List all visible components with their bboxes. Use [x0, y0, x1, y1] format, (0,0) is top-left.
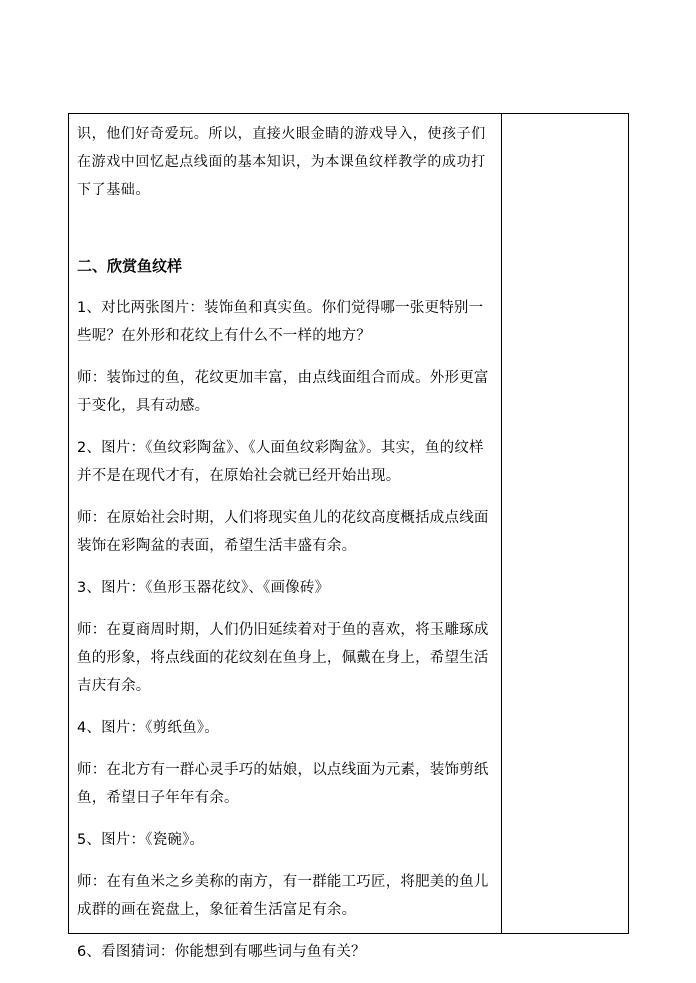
- paragraph-8: 师：在北方有一群心灵手巧的姑娘，以点线面为元素，装饰剪纸鱼，希望日子年年有余。: [77, 762, 489, 806]
- paragraph-9: 5、图片：《瓷碗》。: [77, 832, 205, 848]
- paragraph-11: 6、看图猜词：你能想到有哪些词与鱼有关？: [77, 944, 366, 960]
- paragraph-4: 师：在原始社会时期，人们将现实鱼儿的花纹高度概括成点线面装饰在彩陶盆的表面，希望生活丰盛有余。: [77, 510, 489, 554]
- paragraph-5: 3、图片：《鱼形玉器花纹》、《画像砖》: [77, 580, 330, 596]
- paragraph-2: 师：装饰过的鱼，花纹更加丰富，由点线面组合而成。外形更富于变化，具有动感。: [77, 370, 489, 414]
- paragraph-3: 2、图片：《鱼纹彩陶盆》、《人面鱼纹彩陶盆》。其实，鱼的纹样并不是在现代才有，在原始社会就已经开始出现。: [77, 440, 484, 484]
- paragraph-10: 师：在有鱼米之乡美称的南方，有一群能工巧匠，将肥美的鱼儿成群的画在瓷盘上，象征着生活富足有余。: [77, 874, 489, 918]
- paragraph-6: 师：在夏商周时期，人们仍旧延续着对于鱼的喜欢，将玉雕琢成鱼的形象，将点线面的花纹刻在鱼身上，佩戴在身上，希望生活吉庆有余。: [77, 622, 489, 694]
- section-heading: 二、欣赏鱼纹样: [77, 257, 183, 275]
- paragraph-1: 1、对比两张图片：装饰鱼和真实鱼。你们觉得哪一张更特别一些呢？在外形和花纹上有什么不一样的地方？: [77, 300, 484, 344]
- lesson-table: [68, 113, 629, 960]
- intro-paragraph: 识，他们好奇爱玩。所以，直接火眼金睛的游戏导入，使孩子们在游戏中回忆起点线面的基本知识，为本课鱼纹样教学的成功打下了基础。: [77, 126, 486, 198]
- column-divider: [501, 114, 502, 933]
- paragraph-7: 4、图片：《剪纸鱼》。: [77, 720, 219, 736]
- lesson-content-cell: [77, 120, 497, 966]
